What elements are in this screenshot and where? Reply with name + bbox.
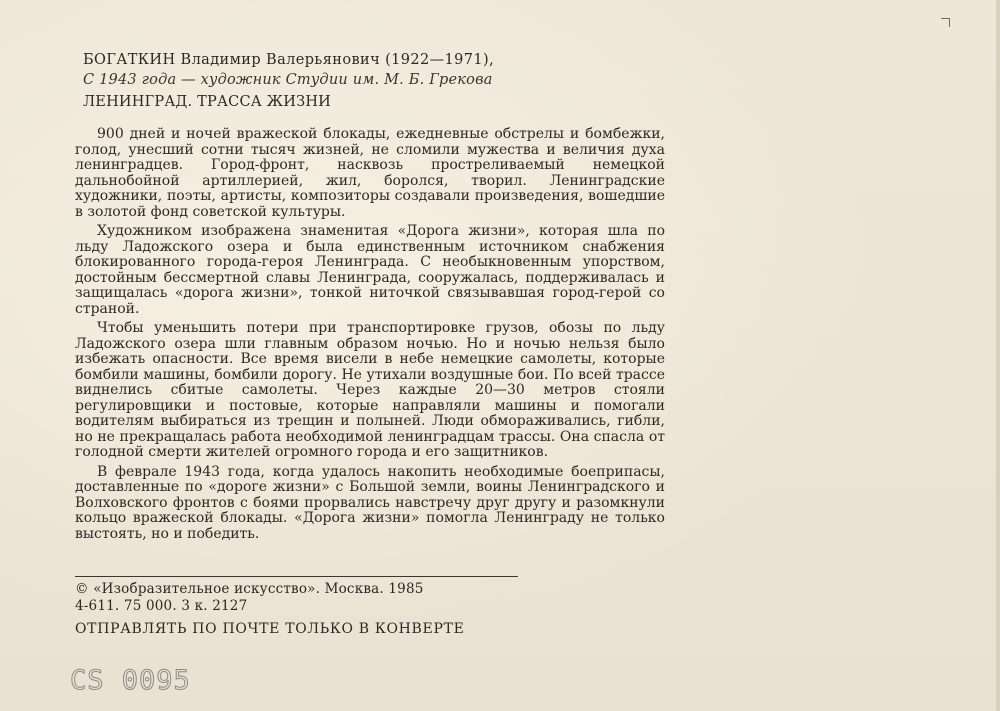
publisher-imprint [75,581,424,615]
card-edge [996,0,1000,711]
author-name: БОГАТКИН Владимир Валерьянович (1922—1971), [83,52,495,68]
artwork-title: ЛЕНИНГРАД. ТРАССА ЖИЗНИ [83,94,332,110]
paragraph: 900 дней и ночей вражеской блокады, ежедневные обстрелы и бомбежки, голод, унесший сотни тысяч жизней, не сломили мужества и величия духа ленинградцев. Город-фронт, насквозь простреливаемый немецкой дальнобойной артиллерией, жил, боролся, творил. Ленинградские художники, поэты, артисты, композиторы создавали произведения, вошедшие в золотой фонд советской культуры. [75,126,665,220]
mailing-notice: ОТПРАВЛЯТЬ ПО ПОЧТЕ ТОЛЬКО В КОНВЕРТЕ [75,621,465,637]
corner-mark [941,18,950,27]
description-text [75,127,665,546]
paragraph: В феврале 1943 года, когда удалось накопить необходимые боеприпасы, доставленные по «дороге жизни» с Большой земли, воины Ленинградского и Волховского фронтов с боями прорвались навстречу друг другу и разомкнули кольцо вражеской блокады. «Дорога жизни» помогла Ленинграду не только выстоять, но и победить. [75,463,665,542]
paragraph: Чтобы уменьшить потери при транспортировке грузов, обозы по льду Ладожского озера шли главным образом ночью. Но и ночью нельзя было избежать опасности. Все время висели в небе немецкие самолеты, которые бомбили машины, бомбили дорогу. Не утихали воздушные бои. По всей трассе виднелись сбитые самолеты. Через каждые 20—30 метров стояли регулировщики и постовые, которые направляли машины и помогали водителям выбираться из трещин и полыней. Люди обмораживались, гибли, но не прекращалась работа необходимой ленинградцам трассы. Она спасла от голодной смерти жителей огромного города и его защитников. [75,320,665,460]
divider [75,576,518,577]
inventory-stamp: CS 0095 [70,665,191,696]
caption-header [83,50,673,112]
paragraph: Художником изображена знаменитая «Дорога жизни», которая шла по льду Ладожского озера и была единственным источником снабжения блокированного города-героя Ленинграда. С необыкновенным упорством, достойным бессмертной славы Ленинграда, сооружалась, поддерживалась и защищалась «дорога жизни», тонкой ниточкой связывавшая город-герой со страной. [75,223,665,317]
publisher-line: © «Изобразительное искусство». Москва. 1985 [75,581,424,597]
print-code-line: 4-611. 75 000. 3 к. 2127 [75,598,248,614]
author-line [83,50,673,70]
author-role: С 1943 года — художник Студии им. М. Б. Грекова [83,72,493,88]
